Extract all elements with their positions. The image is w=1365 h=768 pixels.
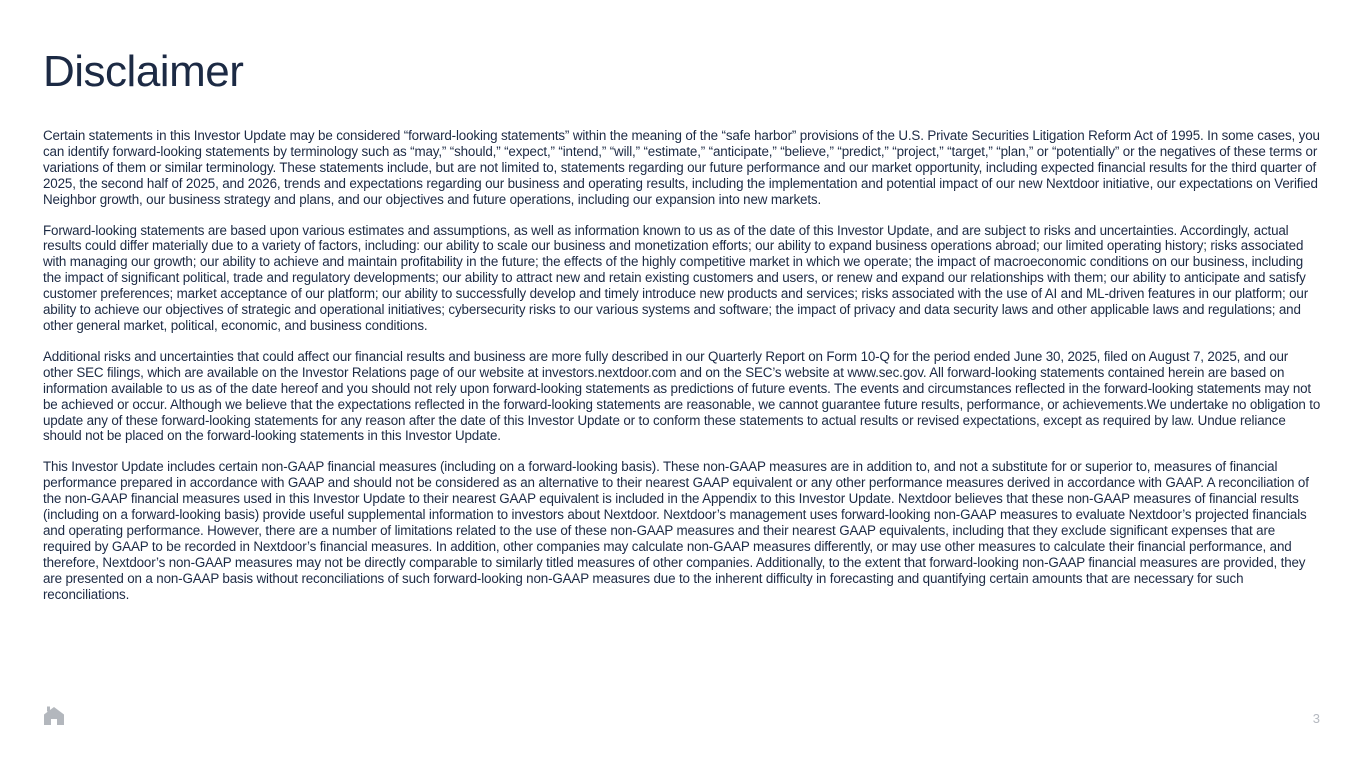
disclaimer-paragraph-non-gaap: This Investor Update includes certain non-GAAP financial measures (including on a forward-looking basis). These non-GAAP measures are in addition to, and not a substitute for or superior to, measures of financial performance prepared in accordance with GAAP and should not be considered as an alternative to their nearest GAAP equivalent or any other performance measures derived in accordance with GAAP. A reconciliation of the non-GAAP financial measures used in this Investor Update to their nearest GAAP equivalent is included in the Appendix to this Investor Update. Nextdoor believes that these non-GAAP measures of financial results (including on a forward-looking basis) provide useful supplemental information to investors about Nextdoor. Nextdoor’s management uses forward-looking non-GAAP measures to evaluate Nextdoor’s projected financials and operating performance. However, there are a number of limitations related to the use of these non-GAAP measures and their nearest GAAP equivalents, including that they exclude significant expenses that are required by GAAP to be recorded in Nextdoor’s financial measures. In addition, other companies may calculate non-GAAP measures differently, or may use other measures to calculate their financial performance, and therefore, Nextdoor’s non-GAAP measures may not be directly comparable to similarly titled measures of other companies. Additionally, to the extent that forward-looking non-GAAP financial measures are provided, they are presented on a non-GAAP basis without reconciliations of such forward-looking non-GAAP measures due to the inherent difficulty in forecasting and quantifying certain amounts that are necessary for such reconciliations. [43,459,1309,602]
page-number: 3 [1312,711,1320,726]
disclaimer-paragraph-risks: Forward-looking statements are based upon various estimates and assumptions, as well as information known to us as of the date of this Investor Update, and are subject to risks and uncertainties. Accordingly, actual results could differ materially due to a variety of factors, including: our ability to scale our business and monetization efforts; our ability to expand business operations abroad; our limited operating history; risks associated with managing our growth; our ability to achieve and maintain profitability in the future; the effects of the highly competitive market in which we operate; the impact of macroeconomic conditions on our business, including the impact of significant political, trade and regulatory developments; our ability to attract new and retain existing customers and users, or renew and expand our relationships with them; our ability to anticipate and satisfy customer preferences; market acceptance of our platform; our ability to successfully develop and timely introduce new products and services; risks associated with the use of AI and ML-driven features in our platform; our ability to achieve our objectives of strategic and operational initiatives; cybersecurity risks to our various systems and software; the impact of privacy and data security laws and other applicable laws and regulations; and other general market, political, economic, and business conditions. [43,222,1309,333]
disclaimer-paragraph-forward-looking: Certain statements in this Investor Update may be considered “forward-looking statements” within the meaning of the “safe harbor” provisions of the U.S. Private Securities Litigation Reform Act of 1995. In some cases, you can identify forward-looking statements by terminology such as “may,” “should,” “expect,” “intend,” “will,” “estimate,” “anticipate,” “believe,” “predict,” “project,” “target,” “plan,” or “potentially” or the negatives of these terms or variations of them or similar terminology. These statements include, but are not limited to, statements regarding our future performance and our market opportunity, including expected financial results for the third quarter of 2025, the second half of 2025, and 2026, trends and expectations regarding our business and operating results, including the implementation and potential impact of our new Nextdoor initiative, our expectations on Verified Neighbor growth, our business strategy and plans, and our objectives and future operations, including our expansion into new markets. [43,128,1320,207]
page-title: Disclaimer [43,47,244,96]
house-icon [43,706,65,726]
disclaimer-paragraph-sec-filings: Additional risks and uncertainties that could affect our financial results and business are more fully described in our Quarterly Report on Form 10-Q for the period ended June 30, 2025, filed on August 7, 2025, and our other SEC filings, which are available on the Investor Relations page of our website at investors.nextdoor.com and on the SEC’s website at www.sec.gov. All forward-looking statements contained herein are based on information available to us as of the date hereof and you should not rely upon forward-looking statements as predictions of future events. The events and circumstances reflected in the forward-looking statements may not be achieved or occur. Although we believe that the expectations reflected in the forward-looking statements are reasonable, we cannot guarantee future results, performance, or achievements.We undertake no obligation to update any of these forward-looking statements for any reason after the date of this Investor Update or to conform these statements to actual results or revised expectations, except as required by law. Undue reliance should not be placed on the forward-looking statements in this Investor Update. [43,348,1321,444]
disclaimer-body [43,128,1321,617]
